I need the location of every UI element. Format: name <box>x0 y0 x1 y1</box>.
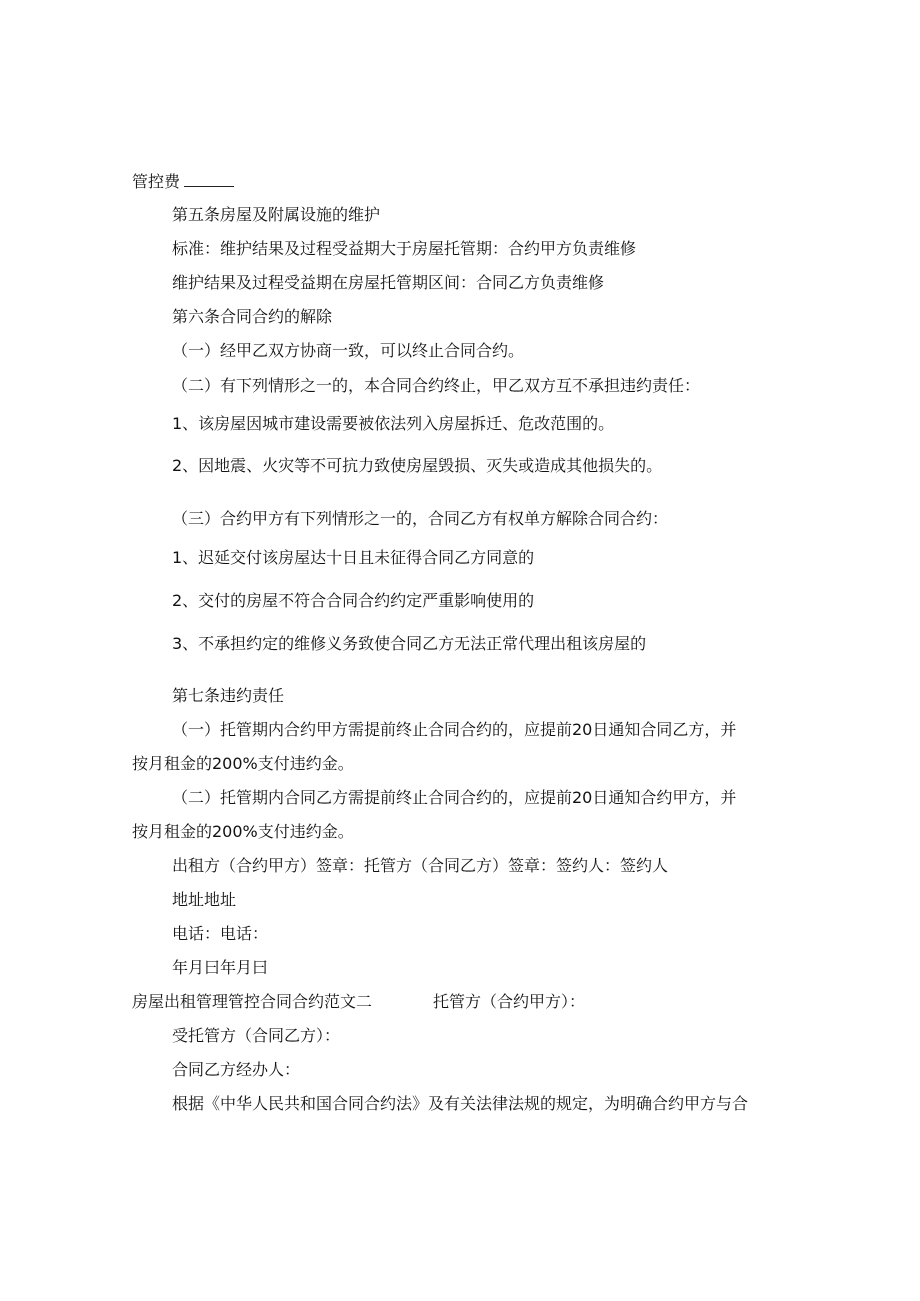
article-7-clause-1-line-2: 按月租金的200%支付违约金。 <box>132 754 354 773</box>
fee-line <box>132 172 234 192</box>
phone-line: 电话：电话： <box>172 924 269 943</box>
article-6-clause-1: （一）经甲乙双方协商一致，可以终止合同合约。 <box>172 341 525 360</box>
article-6-clause-3: （三）合约甲方有下列情形之一的，合同乙方有权单方解除合同合约： <box>172 509 669 528</box>
fee-blank <box>184 172 234 187</box>
article-5-heading: 第五条房屋及附属设施的维护 <box>172 205 381 224</box>
article-5-standard: 标准：维护结果及过程受益期大于房屋托管期：合约甲方负责维修 <box>172 239 637 258</box>
article-6-clause-2-item-1: 1、该房屋因城市建设需要被依法列入房屋拆迁、危改范围的。 <box>172 414 615 433</box>
article-7-clause-2-line-2: 按月租金的200%支付违约金。 <box>132 822 354 841</box>
article-5-within-term: 维护结果及过程受益期在房屋托管期区间：合同乙方负责维修 <box>172 273 605 292</box>
article-7-heading: 第七条违约责任 <box>172 686 285 705</box>
article-7-clause-2-line-1: （二）托管期内合同乙方需提前终止合同合约的，应提前20日通知合约甲方，并 <box>172 788 737 807</box>
article-6-clause-2-item-2: 2、因地震、火灾等不可抗力致使房屋毁损、灭失或造成其他损失的。 <box>172 456 663 475</box>
fee-label: 管控费 <box>132 172 181 191</box>
legal-basis: 根据《中华人民共和国合同合约法》及有关法律法规的规定，为明确合约甲方与合 <box>172 1094 749 1113</box>
article-6-clause-3-item-2: 2、交付的房屋不符合合同合约约定严重影响使用的 <box>172 591 535 610</box>
address-line: 地址地址 <box>172 890 237 909</box>
article-6-clause-3-item-3: 3、不承担约定的维修义务致使合同乙方无法正常代理出租该房屋的 <box>172 634 647 653</box>
article-6-clause-3-item-1: 1、迟延交付该房屋达十日且未征得合同乙方同意的 <box>172 548 535 567</box>
date-line: 年月曰年月曰 <box>172 958 269 977</box>
article-6-clause-2: （二）有下列情形之一的，本合同合约终止，甲乙双方互不承担违约责任： <box>172 376 701 395</box>
signature-line: 出租方（合约甲方）签章：托管方（合同乙方）签章：签约人：签约人 <box>172 856 669 875</box>
trustee-party: 受托管方（合同乙方）： <box>172 1026 341 1045</box>
article-7-clause-1-line-1: （一）托管期内合约甲方需提前终止合同合约的，应提前20日通知合同乙方，并 <box>172 720 737 739</box>
article-6-heading: 第六条合同合约的解除 <box>172 307 333 326</box>
trustor-party: 托管方（合约甲方）： <box>433 992 586 1011</box>
trustee-agent: 合同乙方经办人： <box>172 1060 301 1079</box>
sample-two-title: 房屋出租管理管控合同合约范文二 <box>132 992 373 1011</box>
